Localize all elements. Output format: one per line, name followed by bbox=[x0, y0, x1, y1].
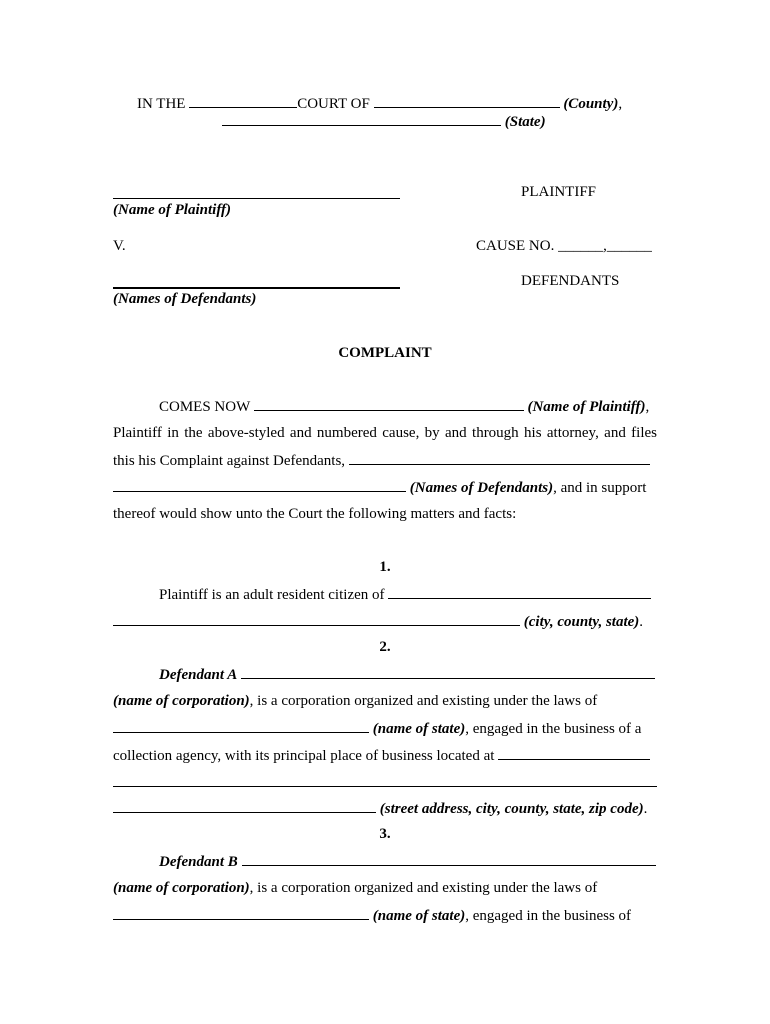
plaintiff-name-label: (Name of Plaintiff) bbox=[113, 202, 232, 218]
intro-defendants-blank-1[interactable] bbox=[349, 451, 650, 465]
defendants-name-blank[interactable] bbox=[113, 287, 400, 289]
section-1-text: Plaintiff is an adult resident citizen of bbox=[159, 587, 385, 603]
intro-plaintiff-blank[interactable] bbox=[254, 397, 524, 411]
defendant-b-corp-label: (name of corporation) bbox=[113, 880, 250, 896]
section-2-line-4 bbox=[113, 746, 650, 765]
section-2-line-6 bbox=[113, 799, 647, 818]
section-1-line-1 bbox=[159, 585, 651, 604]
court-caption-line bbox=[137, 94, 622, 113]
intro-line-4 bbox=[113, 478, 646, 497]
intro-line-3 bbox=[113, 451, 650, 470]
section-3-line-3 bbox=[113, 906, 631, 925]
court-type-blank[interactable] bbox=[189, 94, 297, 108]
section-3-line-2 bbox=[113, 879, 597, 897]
defendants-name-label: (Names of Defendants) bbox=[113, 291, 257, 307]
residence-label: (city, county, state) bbox=[523, 614, 640, 630]
state-caption-line bbox=[222, 112, 546, 131]
defendant-a-address-blank-1[interactable] bbox=[498, 746, 650, 760]
defendant-a-state-label: (name of state) bbox=[372, 721, 466, 737]
section-1-number: 1. bbox=[379, 559, 391, 575]
section-2-line-3 bbox=[113, 719, 641, 738]
court-of-text: COURT OF bbox=[297, 96, 370, 112]
intro-defendants-blank-2[interactable] bbox=[113, 478, 406, 492]
defendant-a-state-text: , engaged in the business of a bbox=[465, 721, 642, 737]
period: . bbox=[639, 614, 644, 630]
section-2-number: 2. bbox=[379, 639, 391, 655]
defendant-b-corp-text: , is a corporation organized and existing under the laws of bbox=[249, 880, 598, 896]
defendant-b-state-label: (name of state) bbox=[372, 908, 466, 924]
defendant-a-corp-label: (name of corporation) bbox=[113, 693, 250, 709]
intro-plaintiff-label: (Name of Plaintiff) bbox=[527, 399, 646, 415]
comma: , bbox=[618, 96, 623, 112]
section-2-line-2 bbox=[113, 692, 597, 710]
county-label: (County) bbox=[563, 96, 619, 112]
residence-blank-1[interactable] bbox=[388, 585, 651, 599]
in-the-text: IN THE bbox=[137, 96, 186, 112]
defendant-a-label: Defendant A bbox=[159, 667, 238, 683]
state-blank[interactable] bbox=[222, 112, 501, 126]
defendant-a-address-label: (street address, city, county, state, zip code) bbox=[379, 801, 644, 817]
intro-defendants-label: (Names of Defendants) bbox=[409, 480, 554, 496]
intro-line-5: thereof would show unto the Court the following matters and facts: bbox=[113, 506, 517, 522]
comma: , bbox=[645, 399, 650, 415]
intro-line-1 bbox=[159, 397, 649, 416]
defendant-a-address-blank-2[interactable] bbox=[113, 786, 657, 787]
period: . bbox=[643, 801, 648, 817]
intro-line-2: Plaintiff in the above-styled and numbered cause, by and through his attorney, and files bbox=[113, 425, 657, 441]
comes-now-text: COMES NOW bbox=[159, 399, 250, 415]
intro-line-4-tail: , and in support bbox=[553, 480, 647, 496]
county-blank[interactable] bbox=[374, 94, 560, 108]
section-3-number: 3. bbox=[379, 826, 391, 842]
plaintiff-name-blank[interactable] bbox=[113, 198, 400, 199]
defendants-role: DEFENDANTS bbox=[521, 273, 620, 289]
cause-number: CAUSE NO. ______,______ bbox=[476, 238, 652, 254]
plaintiff-role: PLAINTIFF bbox=[521, 184, 597, 200]
section-3-line-1 bbox=[159, 852, 656, 871]
defendant-b-blank[interactable] bbox=[242, 852, 656, 866]
section-2-line-1 bbox=[159, 665, 655, 684]
defendant-a-corp-text: , is a corporation organized and existing under the laws of bbox=[249, 693, 598, 709]
defendant-a-address-text: collection agency, with its principal place of business located at bbox=[113, 748, 495, 764]
defendant-b-state-text: , engaged in the business of bbox=[465, 908, 632, 924]
versus-text: V. bbox=[113, 238, 126, 254]
intro-line-3-text: this his Complaint against Defendants, bbox=[113, 453, 346, 469]
defendant-b-state-blank[interactable] bbox=[113, 906, 369, 920]
residence-blank-2[interactable] bbox=[113, 612, 520, 626]
defendant-a-blank[interactable] bbox=[241, 665, 655, 679]
state-label: (State) bbox=[504, 114, 546, 130]
defendant-b-label: Defendant B bbox=[159, 854, 238, 870]
document-title: COMPLAINT bbox=[338, 345, 432, 361]
section-1-line-2 bbox=[113, 612, 643, 631]
defendant-a-state-blank[interactable] bbox=[113, 719, 369, 733]
defendant-a-address-blank-3[interactable] bbox=[113, 799, 376, 813]
